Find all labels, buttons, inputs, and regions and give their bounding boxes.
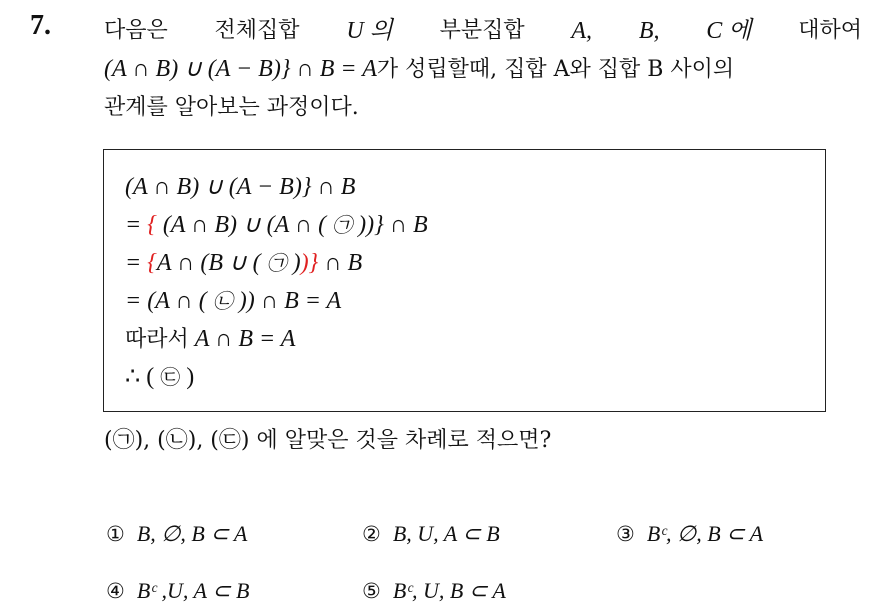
stem-word: 전체집합: [214, 18, 300, 43]
proof-equation: A ∩ B = A: [188, 326, 296, 352]
red-brace: {: [147, 212, 157, 238]
proof-text: ): [286, 250, 301, 276]
proof-line-1: (A ∩ B) ∪ (A − B)} ∩ B: [125, 174, 356, 200]
stem-word: B,: [638, 18, 660, 44]
choice-5[interactable]: [362, 578, 506, 604]
proof-text: =: [125, 250, 148, 276]
proof-text: A ∩ (B ∪ (: [156, 250, 267, 276]
choice-text: Bᶜ, ∅, B ⊂ A: [646, 521, 764, 546]
question-stem: [104, 12, 864, 127]
proof-line-4: [125, 282, 428, 320]
proof-line-3: [125, 244, 428, 282]
red-brace: )}: [300, 250, 319, 276]
stem-word: U 의: [346, 18, 393, 44]
proof-text: )) ∩ B = A: [232, 288, 342, 314]
question-number: 7.: [30, 10, 51, 41]
choice-text: Bᶜ, U, B ⊂ A: [392, 578, 506, 603]
stem-line-2: [104, 50, 864, 89]
proof-text: (A ∩ B) ∪ (A ∩ (: [156, 212, 333, 238]
blank-marker-a: ㉠: [332, 213, 353, 237]
stem-word: A,: [571, 18, 593, 44]
red-brace: {: [147, 250, 157, 276]
proof-line-5: [125, 320, 428, 358]
proof-text: =: [125, 212, 148, 238]
stem-word: 부분집합: [439, 18, 525, 43]
choice-text: Bᶜ ,U, A ⊂ B: [136, 578, 250, 603]
proof-text: ))} ∩ B: [352, 212, 428, 238]
choice-text: B, U, A ⊂ B: [392, 521, 500, 546]
choice-3[interactable]: [616, 521, 763, 547]
proof-line-6: [125, 358, 428, 396]
choice-4[interactable]: [106, 578, 249, 604]
proof-text: 따라서: [125, 327, 189, 352]
stem-equation: (A ∩ B) ∪ (A − B)} ∩ B = A: [104, 56, 377, 82]
stem-word: C 에: [706, 18, 752, 44]
proof-text: ∩ B: [318, 250, 363, 276]
stem-line-1: [104, 12, 862, 50]
question-prompt: (㉠), (㉡), (㉢) 에 알맞은 것을 차례로 적으면?: [104, 428, 552, 453]
choice-number: ⑤: [362, 579, 381, 603]
proof-box: [103, 149, 826, 412]
stem-word: 대하여: [798, 18, 862, 43]
proof-text: = (A ∩ (: [125, 288, 213, 314]
choice-number: ①: [106, 522, 125, 546]
choice-number: ④: [106, 579, 125, 603]
choice-text: B, ∅, B ⊂ A: [136, 521, 248, 546]
choice-1[interactable]: [106, 521, 247, 547]
choice-number: ③: [616, 522, 635, 546]
stem-text: 가 성립할때, 집합 A와 집합 B 사이의: [376, 57, 735, 82]
proof-line-2: [125, 206, 428, 244]
proof-text: ): [180, 364, 195, 390]
choice-2[interactable]: [362, 521, 500, 547]
stem-line-3: 관계를 알아보는 과정이다.: [104, 95, 359, 120]
blank-marker-c: ㉢: [160, 365, 181, 389]
blank-marker-a: ㉠: [266, 251, 287, 275]
proof-text: ∴ (: [125, 364, 161, 390]
choice-number: ②: [362, 522, 381, 546]
blank-marker-b: ㉡: [212, 289, 233, 313]
stem-word: 다음은: [104, 18, 168, 43]
